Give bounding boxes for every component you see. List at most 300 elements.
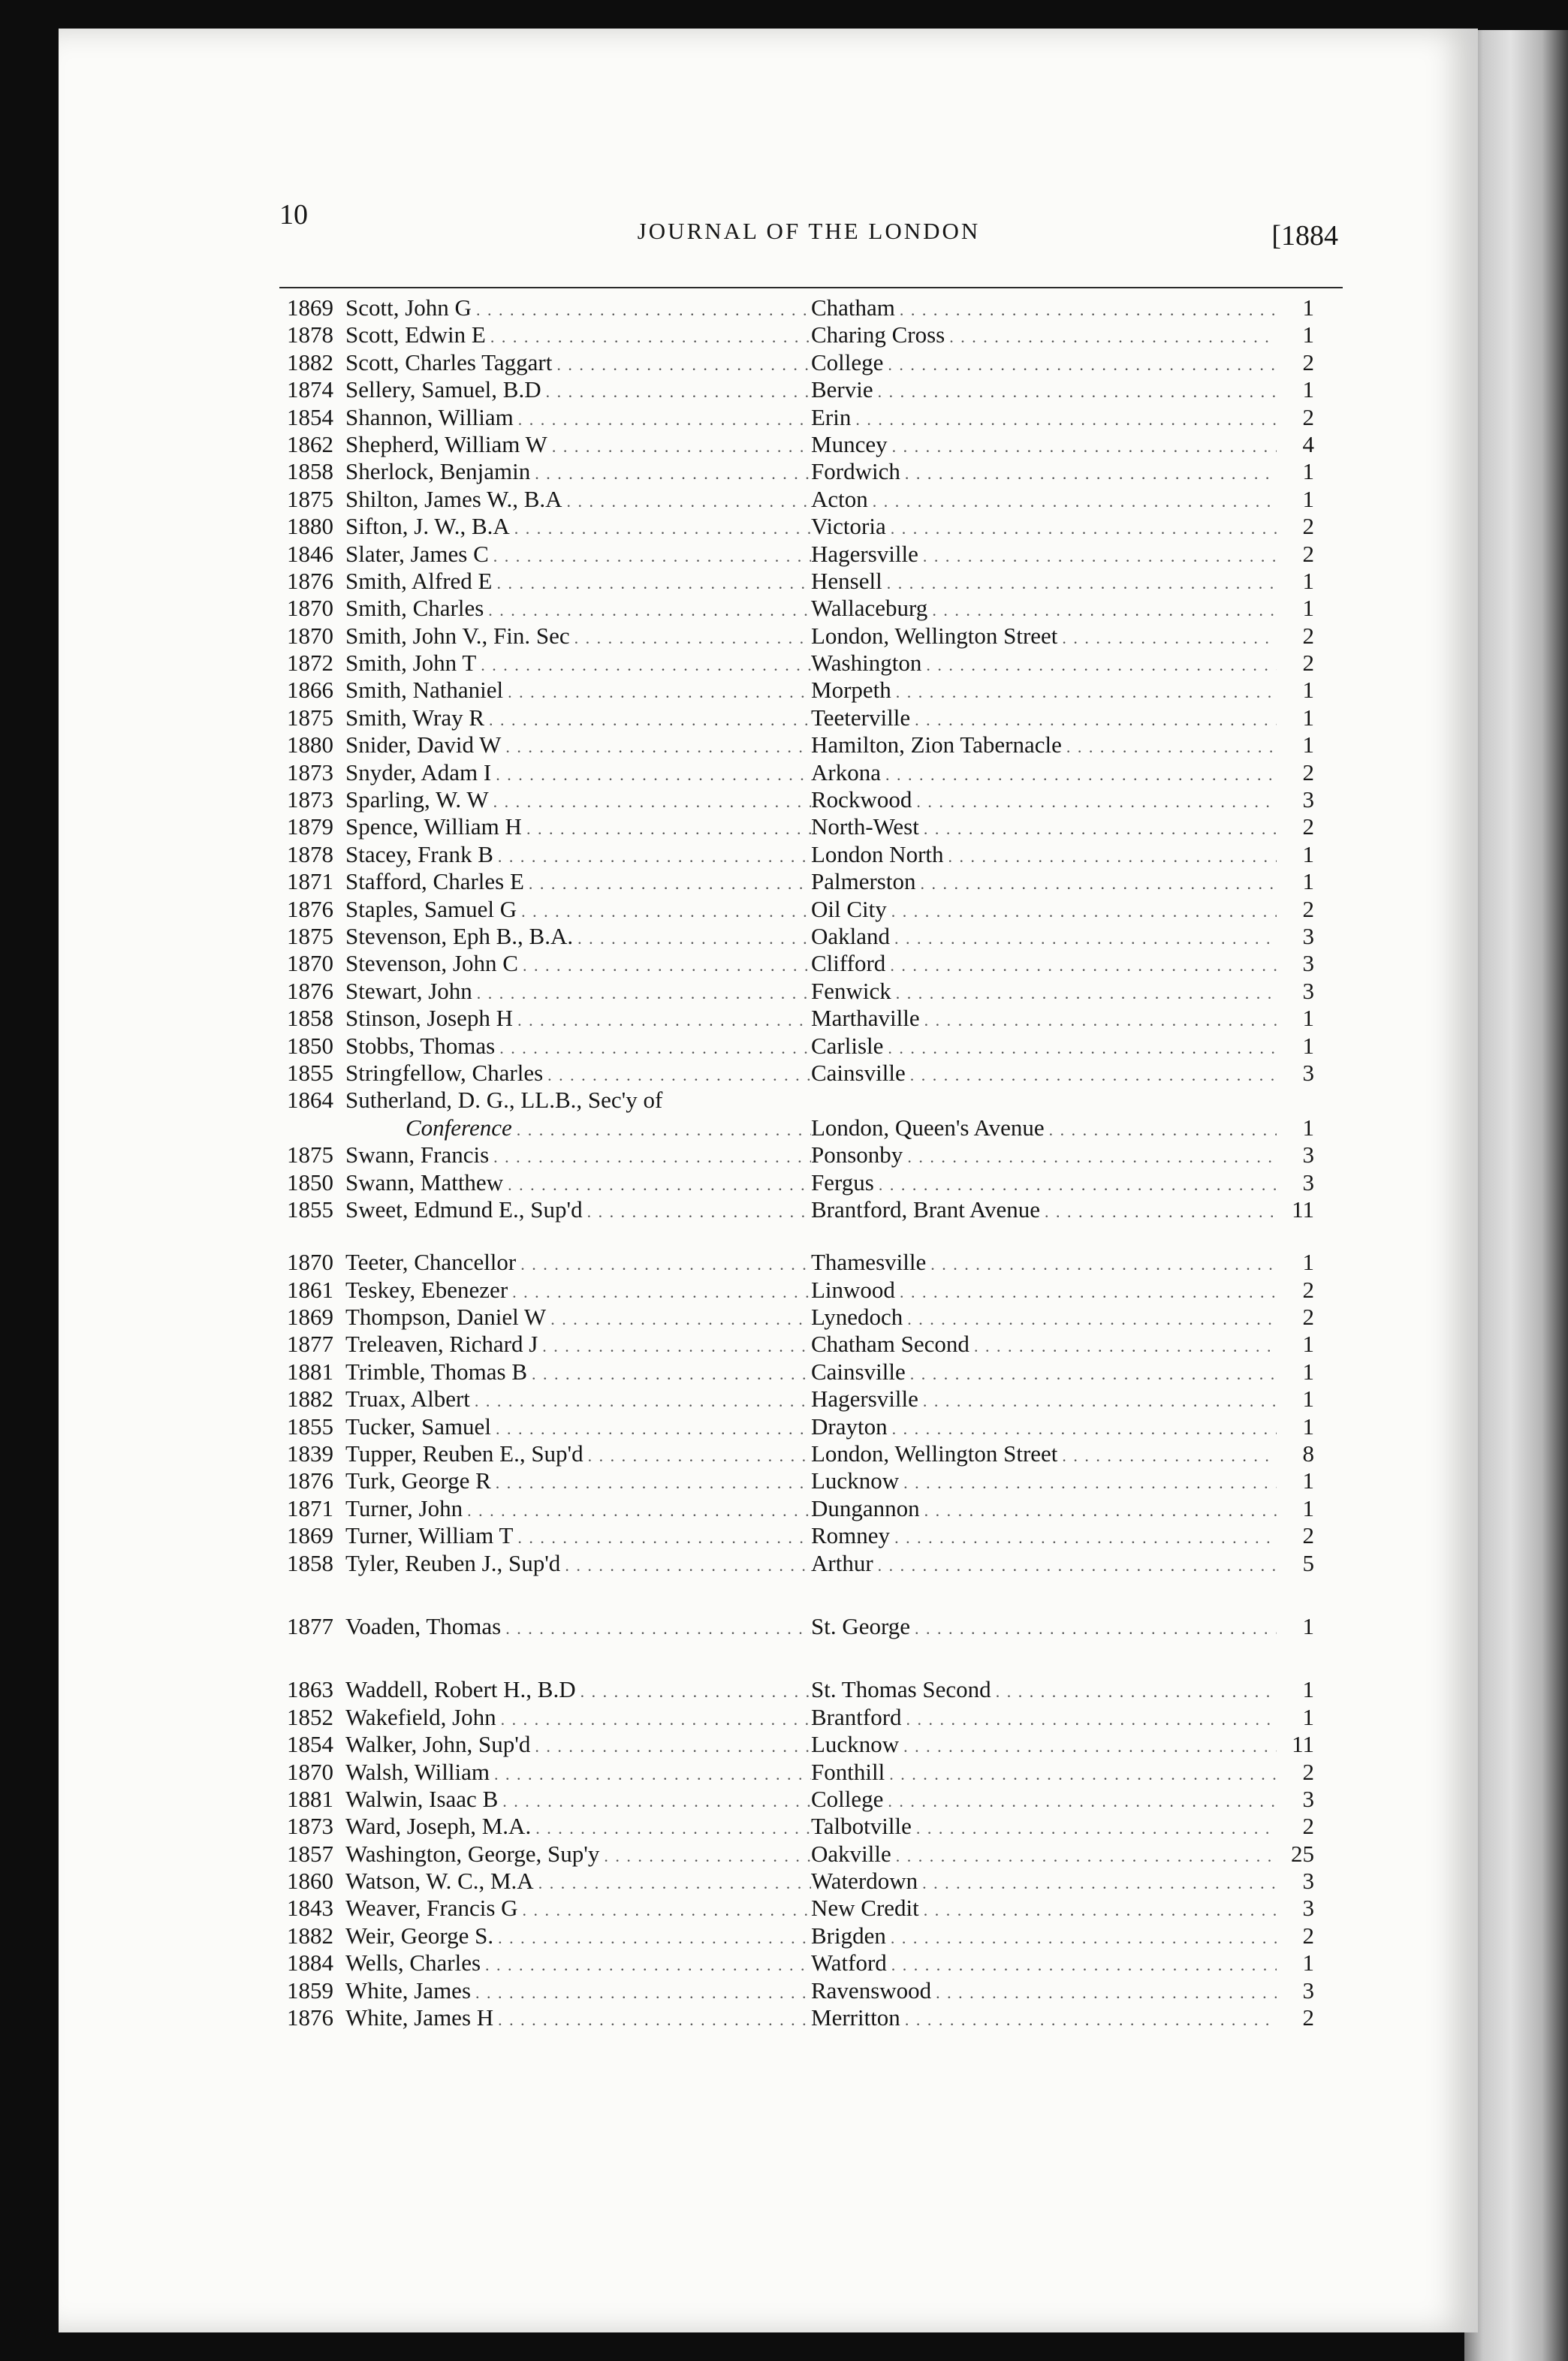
entry-place: Oakville xyxy=(811,1840,891,1867)
entry-count: 1 xyxy=(1302,321,1314,348)
entry-place: Romney xyxy=(811,1522,891,1549)
entry-place: St. George xyxy=(811,1612,911,1639)
entry-year: 1882 xyxy=(287,1922,333,1949)
leader-dots xyxy=(538,1333,811,1360)
entry-place: Hagersville xyxy=(811,540,918,567)
leader-dots xyxy=(910,707,1277,734)
entry-name: Wakefield, John xyxy=(345,1703,496,1730)
entry-year: 1876 xyxy=(287,977,333,1004)
entry-name: Sellery, Samuel, B.D xyxy=(345,376,541,403)
leader-dots xyxy=(900,460,1277,487)
leader-dots xyxy=(560,1552,811,1579)
leader-dots xyxy=(599,1843,811,1870)
list-item xyxy=(279,1550,1343,1577)
leader-dots xyxy=(916,870,1277,897)
entry-year: 1875 xyxy=(287,704,333,731)
entry-place: Lucknow xyxy=(811,1731,900,1758)
entry-place-column xyxy=(811,1550,1277,1579)
leader-dots xyxy=(501,734,811,761)
leader-dots xyxy=(493,843,811,870)
list-item xyxy=(279,923,1343,950)
entry-place-column xyxy=(811,1759,1277,1788)
leader-dots xyxy=(918,1388,1277,1415)
entry-year: 1855 xyxy=(287,1059,333,1086)
entry-place-column xyxy=(811,923,1277,952)
entry-place: Arkona xyxy=(811,758,881,785)
entry-place: Brantford, Brant Avenue xyxy=(811,1196,1041,1223)
entry-name: Treleaven, Richard J xyxy=(345,1331,538,1358)
entry-count: 1 xyxy=(1302,1494,1314,1521)
leader-dots xyxy=(873,378,1277,406)
page-edge-shadow xyxy=(1464,30,1568,2361)
leader-dots xyxy=(489,543,811,570)
entry-name-column xyxy=(345,1786,811,1815)
entry-count: 3 xyxy=(1302,786,1314,813)
entry-count: 1 xyxy=(1302,1703,1314,1730)
entry-name: Stevenson, Eph B., B.A. xyxy=(345,922,574,949)
leader-dots xyxy=(576,1678,811,1705)
entry-place-column xyxy=(811,321,1277,351)
list-item xyxy=(279,896,1343,923)
leader-dots xyxy=(891,679,1277,706)
list-item xyxy=(279,950,1343,977)
entry-place: St. Thomas Second xyxy=(811,1676,991,1703)
leader-dots xyxy=(491,1416,811,1443)
leader-dots xyxy=(969,1333,1277,1360)
list-item xyxy=(279,1522,1343,1549)
entry-name: Tyler, Reuben J., Sup'd xyxy=(345,1549,561,1576)
list-item xyxy=(279,650,1343,677)
entry-place-column xyxy=(811,786,1277,816)
entry-name-column xyxy=(345,731,811,761)
entry-place: Acton xyxy=(811,485,868,512)
leader-dots xyxy=(891,1843,1277,1870)
entry-place-column xyxy=(811,1386,1277,1415)
entry-name: Shepherd, William W xyxy=(345,430,547,457)
leader-dots xyxy=(906,1361,1277,1388)
leader-dots xyxy=(890,1524,1277,1551)
entry-name-column xyxy=(345,1676,811,1705)
leader-dots xyxy=(486,324,811,351)
entry-year: 1876 xyxy=(287,895,333,922)
entry-name-column xyxy=(345,1386,811,1415)
entry-name-column xyxy=(345,759,811,789)
list-item xyxy=(279,731,1343,758)
entry-place: Muncey xyxy=(811,430,888,457)
entry-name: Walwin, Isaac B xyxy=(345,1785,499,1812)
entry-place-column xyxy=(811,1841,1277,1870)
entry-place: Marthaville xyxy=(811,1005,920,1032)
entry-name: Sherlock, Benjamin xyxy=(345,458,531,485)
entry-name: Sparling, W. W xyxy=(345,786,489,813)
entry-name-column xyxy=(345,1495,811,1524)
leader-dots xyxy=(885,952,1277,979)
entry-count: 1 xyxy=(1302,376,1314,403)
entry-place-column xyxy=(811,978,1277,1007)
entry-place-column xyxy=(811,431,1277,460)
list-item xyxy=(279,1169,1343,1196)
leader-dots xyxy=(493,1925,811,1952)
entry-name-column xyxy=(345,950,811,979)
entry-place: Fergus xyxy=(811,1168,874,1196)
entry-name-column xyxy=(345,349,811,378)
leader-dots xyxy=(510,515,811,542)
leader-dots xyxy=(573,925,811,952)
entry-count: 2 xyxy=(1302,1922,1314,1949)
leader-dots xyxy=(903,1306,1277,1333)
entry-place-column xyxy=(811,1358,1277,1388)
leader-dots xyxy=(552,351,811,378)
leader-dots xyxy=(886,1925,1277,1952)
entry-place-column xyxy=(811,896,1277,925)
entry-year: 1857 xyxy=(287,1840,333,1867)
list-item xyxy=(279,431,1343,458)
entry-year: 1873 xyxy=(287,758,333,785)
entry-place: Teeterville xyxy=(811,704,911,731)
leader-dots xyxy=(472,297,811,324)
list-item xyxy=(279,568,1343,595)
leader-dots xyxy=(530,1733,811,1760)
entry-name-column xyxy=(345,1550,811,1579)
entry-place-column xyxy=(811,1949,1277,1979)
list-item xyxy=(279,294,1343,321)
list-item xyxy=(279,1413,1343,1440)
leader-dots xyxy=(921,652,1277,679)
entry-place: Ponsonby xyxy=(811,1141,903,1168)
entry-place: Oakland xyxy=(811,922,891,949)
leader-dots xyxy=(920,1497,1277,1524)
entry-count: 3 xyxy=(1302,922,1314,949)
list-item xyxy=(279,349,1343,376)
entry-count: 2 xyxy=(1302,513,1314,540)
list-item xyxy=(279,1759,1343,1786)
entry-place: Linwood xyxy=(811,1276,895,1303)
entry-name-column xyxy=(345,1977,811,2007)
entry-place: Rockwood xyxy=(811,786,912,813)
entry-name-column xyxy=(345,458,811,487)
entry-name: Spence, William H xyxy=(345,813,522,840)
entry-count: 3 xyxy=(1302,950,1314,977)
entry-name-column xyxy=(345,1277,811,1306)
entry-count: 2 xyxy=(1302,403,1314,430)
leader-dots xyxy=(851,406,1277,433)
entry-place: Talbotville xyxy=(811,1813,912,1840)
leader-dots xyxy=(1040,1199,1277,1226)
leader-dots xyxy=(562,488,811,515)
entry-year: 1879 xyxy=(287,813,333,840)
entry-place: Drayton xyxy=(811,1413,888,1440)
entry-year: 1873 xyxy=(287,1813,333,1840)
entry-name-column xyxy=(345,923,811,952)
leader-dots xyxy=(912,1815,1277,1842)
entry-place-column xyxy=(811,1005,1277,1034)
entry-name: Truax, Albert xyxy=(345,1386,470,1413)
entry-count: 1 xyxy=(1302,1386,1314,1413)
leader-dots xyxy=(888,433,1277,460)
entry-place-column xyxy=(811,950,1277,979)
leader-dots xyxy=(490,1761,811,1788)
list-item xyxy=(279,1304,1343,1331)
entry-place: Waterdown xyxy=(811,1868,918,1895)
entry-place-column xyxy=(811,1196,1277,1226)
entry-place: Palmerston xyxy=(811,868,916,895)
entry-year: 1870 xyxy=(287,1758,333,1785)
entry-name-column xyxy=(345,1033,811,1062)
leader-dots xyxy=(906,1062,1277,1089)
leader-dots xyxy=(899,1470,1277,1497)
entry-name: Scott, Edwin E xyxy=(345,321,486,348)
entry-count: 1 xyxy=(1302,567,1314,594)
entry-name: Smith, Charles xyxy=(345,595,484,622)
leader-dots xyxy=(503,1171,811,1199)
entry-year: 1876 xyxy=(287,1467,333,1494)
entry-name-column xyxy=(345,595,811,624)
leader-dots xyxy=(1057,625,1277,652)
entry-place: Morpeth xyxy=(811,677,891,704)
entry-count: 1 xyxy=(1302,595,1314,622)
entry-place: Arthur xyxy=(811,1549,873,1576)
entry-name-column xyxy=(345,868,811,897)
entry-year: 1871 xyxy=(287,868,333,895)
entry-year: 1881 xyxy=(287,1358,333,1385)
leader-dots xyxy=(895,1279,1277,1306)
entry-place-column xyxy=(811,650,1277,679)
entry-place-column xyxy=(811,541,1277,570)
entry-name-column xyxy=(345,1440,811,1470)
entry-name-column xyxy=(345,978,811,1007)
entry-year: 1877 xyxy=(287,1612,333,1639)
entry-name: Watson, W. C., M.A xyxy=(345,1868,534,1895)
entry-year: 1875 xyxy=(287,1141,333,1168)
leader-dots xyxy=(927,597,1277,624)
entry-name-column xyxy=(345,376,811,406)
entry-count: 3 xyxy=(1302,1141,1314,1168)
leader-dots xyxy=(570,625,811,652)
leader-dots xyxy=(534,1870,811,1897)
entry-year: 1877 xyxy=(287,1331,333,1358)
entry-name: Shannon, William xyxy=(345,403,514,430)
entry-year: 1852 xyxy=(287,1703,333,1730)
entry-name-column xyxy=(345,1759,811,1788)
entry-count: 3 xyxy=(1302,1868,1314,1895)
leader-dots xyxy=(484,597,811,624)
entry-place: Bervie xyxy=(811,376,873,403)
list-item xyxy=(279,321,1343,348)
entry-year: 1882 xyxy=(287,1386,333,1413)
entry-name: Smith, Alfred E xyxy=(345,567,493,594)
entry-place: Fordwich xyxy=(811,458,900,485)
list-item xyxy=(279,1358,1343,1386)
entry-place-column xyxy=(811,813,1277,843)
entry-place: Lynedoch xyxy=(811,1304,903,1331)
leader-dots xyxy=(481,1952,811,1979)
entry-year: 1880 xyxy=(287,731,333,758)
entry-place-column xyxy=(811,1249,1277,1278)
entry-name: Scott, Charles Taggart xyxy=(345,348,553,375)
entry-count: 2 xyxy=(1302,1813,1314,1840)
list-item xyxy=(279,513,1343,540)
leader-dots xyxy=(873,1552,1277,1579)
entry-year: 1874 xyxy=(287,376,333,403)
entry-place-column xyxy=(811,294,1277,324)
list-item xyxy=(279,1977,1343,2004)
entry-count: 2 xyxy=(1302,650,1314,677)
leader-dots xyxy=(463,1497,811,1524)
entry-year: 1880 xyxy=(287,513,333,540)
entry-year: 1864 xyxy=(287,1087,333,1114)
entry-name-column xyxy=(345,704,811,734)
entry-place-column xyxy=(811,1413,1277,1443)
leader-dots xyxy=(547,433,811,460)
entry-name: Walsh, William xyxy=(345,1758,490,1785)
entry-place-column xyxy=(811,1522,1277,1551)
entry-count: 11 xyxy=(1292,1731,1314,1758)
entry-place: Hensell xyxy=(811,567,882,594)
entry-name-column xyxy=(345,404,811,433)
entry-year: 1870 xyxy=(287,950,333,977)
entry-name: Shilton, James W., B.A xyxy=(345,485,562,512)
entry-count: 1 xyxy=(1302,840,1314,867)
entry-year: 1850 xyxy=(287,1168,333,1196)
leader-dots xyxy=(900,2007,1277,2034)
list-item xyxy=(279,1386,1343,1413)
leader-dots xyxy=(895,297,1277,324)
entry-count: 8 xyxy=(1302,1440,1314,1467)
entry-name: Walker, John, Sup'd xyxy=(345,1731,531,1758)
list-item xyxy=(279,1114,1343,1141)
entry-place: North-West xyxy=(811,813,919,840)
entry-name-column xyxy=(345,1868,811,1897)
entry-year: 1875 xyxy=(287,485,333,512)
entry-name-column xyxy=(345,623,811,652)
list-item xyxy=(279,458,1343,485)
leader-dots xyxy=(926,1251,1277,1278)
entry-place-column xyxy=(811,486,1277,515)
entry-name: Swann, Francis xyxy=(345,1141,490,1168)
entry-year: 1866 xyxy=(287,677,333,704)
entry-place: Hagersville xyxy=(811,1386,918,1413)
leader-dots xyxy=(501,1615,811,1642)
entry-year: 1839 xyxy=(287,1440,333,1467)
entry-year: 1875 xyxy=(287,922,333,949)
list-item xyxy=(279,623,1343,650)
entry-place-column xyxy=(811,1704,1277,1733)
leader-dots xyxy=(513,1524,811,1551)
entry-year: 1872 xyxy=(287,650,333,677)
leader-dots xyxy=(945,324,1277,351)
entry-count: 3 xyxy=(1302,1168,1314,1196)
entry-name: Teskey, Ebenezer xyxy=(345,1276,508,1303)
entry-name-column xyxy=(345,1005,811,1034)
entry-name-column xyxy=(345,568,811,597)
entry-name: Conference xyxy=(406,1114,512,1141)
leader-dots xyxy=(484,707,811,734)
entry-count: 3 xyxy=(1302,1785,1314,1812)
entry-name: Thompson, Daniel W xyxy=(345,1304,547,1331)
entry-place-column xyxy=(811,1868,1277,1897)
entry-place-column xyxy=(811,704,1277,734)
entry-name-column xyxy=(345,1813,811,1842)
entry-place-column xyxy=(811,1169,1277,1199)
leader-dots xyxy=(546,1306,811,1333)
entry-count: 1 xyxy=(1302,704,1314,731)
entry-place-column xyxy=(811,1731,1277,1760)
list-item xyxy=(279,786,1343,813)
entry-place: Thamesville xyxy=(811,1249,927,1276)
entry-count: 2 xyxy=(1302,622,1314,649)
leader-dots xyxy=(512,1117,811,1144)
entry-place: New Credit xyxy=(811,1895,919,1922)
entry-year: 1870 xyxy=(287,1249,333,1276)
leader-dots xyxy=(902,1706,1277,1733)
entry-name-column xyxy=(345,1704,811,1733)
entry-name: White, James H xyxy=(345,2004,494,2031)
entry-place-column xyxy=(811,759,1277,789)
leader-dots xyxy=(887,898,1277,925)
entry-year: 1854 xyxy=(287,403,333,430)
entry-count: 1 xyxy=(1302,1949,1314,1977)
entry-year: 1858 xyxy=(287,458,333,485)
entry-name: Stinson, Joseph H xyxy=(345,1005,514,1032)
entry-place-column xyxy=(811,731,1277,761)
entry-name: Stevenson, John C xyxy=(345,950,518,977)
page-header xyxy=(279,180,1338,252)
entry-count: 1 xyxy=(1302,677,1314,704)
entry-place-column xyxy=(811,1977,1277,2007)
leader-dots xyxy=(920,1007,1277,1034)
entry-count: 2 xyxy=(1302,758,1314,785)
entry-count: 1 xyxy=(1302,1114,1314,1141)
entry-name: Staples, Samuel G xyxy=(345,895,517,922)
entry-count: 1 xyxy=(1302,294,1314,321)
list-item xyxy=(279,978,1343,1005)
entry-name: Waddell, Robert H., B.D xyxy=(345,1676,576,1703)
entry-place: Dungannon xyxy=(811,1494,920,1521)
entry-name: Voaden, Thomas xyxy=(345,1612,502,1639)
leader-dots xyxy=(516,1251,811,1278)
leader-dots xyxy=(472,980,811,1007)
leader-dots xyxy=(891,980,1277,1007)
entry-place: London North xyxy=(811,840,944,867)
list-item xyxy=(279,1731,1343,1758)
entry-count: 4 xyxy=(1302,430,1314,457)
entry-year: 1862 xyxy=(287,430,333,457)
entry-place-column xyxy=(811,568,1277,597)
entry-place: London, Queen's Avenue xyxy=(811,1114,1045,1141)
entry-year: 1869 xyxy=(287,294,333,321)
list-item xyxy=(279,1087,1343,1114)
leader-dots xyxy=(1057,1443,1277,1470)
list-item xyxy=(279,1813,1343,1840)
entry-year: 1855 xyxy=(287,1196,333,1223)
entry-count: 2 xyxy=(1302,540,1314,567)
entry-name-column xyxy=(345,513,811,542)
entry-name-column xyxy=(345,896,811,925)
entry-name: Teeter, Chancellor xyxy=(345,1249,517,1276)
entry-name-column xyxy=(345,1141,811,1171)
entry-name: White, James xyxy=(345,1977,472,2004)
entry-year: 1876 xyxy=(287,2004,333,2031)
leader-dots xyxy=(471,1980,811,2007)
entry-place-column xyxy=(811,1141,1277,1171)
entry-place: Fonthill xyxy=(811,1758,885,1785)
entry-place-column xyxy=(811,1676,1277,1705)
ministers-list xyxy=(279,294,1343,2031)
leader-dots xyxy=(522,816,811,843)
entry-count: 1 xyxy=(1302,1032,1314,1059)
entry-count: 2 xyxy=(1302,895,1314,922)
leader-dots xyxy=(470,1388,811,1415)
